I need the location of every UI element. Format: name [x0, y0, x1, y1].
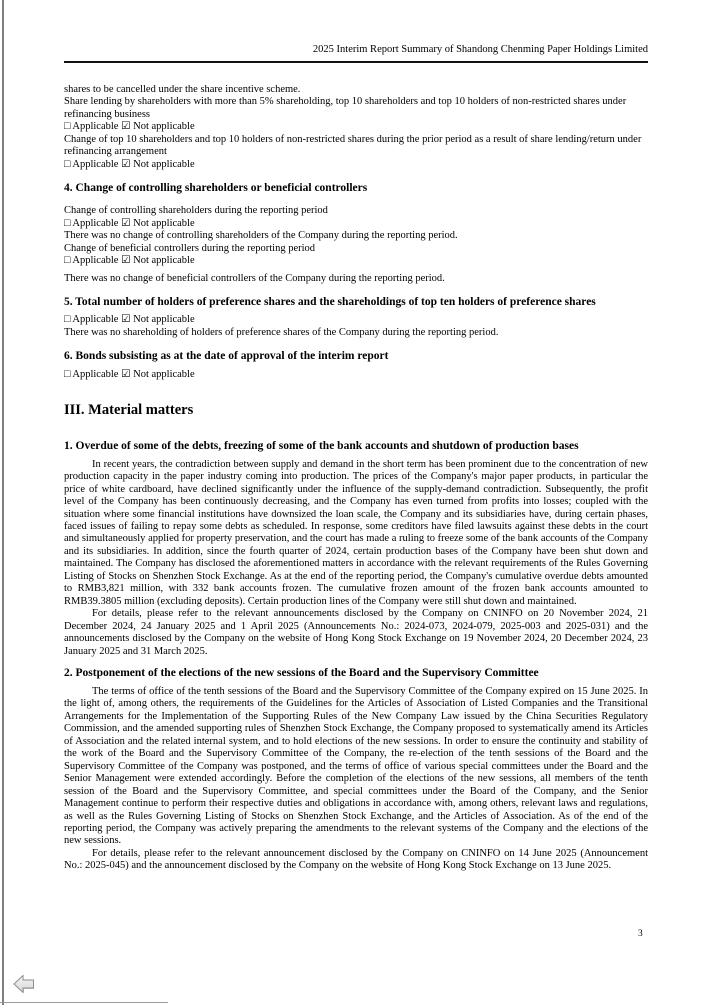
page-content: [64, 84, 648, 873]
material-matters-heading: III. Material matters: [64, 401, 194, 418]
section-6-heading: 6. Bonds subsisting as at the date of approval of the interim report: [64, 350, 389, 363]
intro-line-2: Share lending by shareholders with more than 5% shareholding, top 10 shareholders and top 10 holders of non-restricted shares under refinancing business: [64, 96, 627, 120]
section-4-line-1: Change of controlling shareholders during the reporting period: [64, 205, 328, 217]
section-4-line-2: There was no change of controlling shareholders of the Company during the reporting period.: [64, 230, 458, 242]
applicable-line: □ Applicable ☑ Not applicable: [64, 314, 195, 326]
applicable-line: □ Applicable ☑ Not applicable: [64, 217, 195, 229]
page-left-edge: [2, 0, 4, 1005]
material-matters-sub2-para2: For details, please refer to the relevant announcement disclosed by the Company on CNINFO on 14 June 2025 (Announcement No.: 2025-045) and the announcement disclosed by the Company on the website of Hong Kong Stock Exchange on 13 June 2025.: [64, 847, 648, 872]
material-matters-sub2-para1: The terms of office of the tenth sessions of the Board and the Supervisory Committee of the Company expired on 15 June 2025. In the light of, among others, the requirements of the Guidelines for the Articles of Association of Listed Companies and the Transitional Arrangements for the Implementation of the Supporting Rules of the New Company Law issued by the China Securities Regulatory Commission, and the amended supporting rules of Shenzhen Stock Exchange, the Company proposed to systematically amend its Articles of Association and the related internal system, and to hold elections of the new sessions. In order to ensure the continuity and stability of the work of the Board and the Supervisory Committee of the Company, the re-election of the tenth sessions of the Board and the Supervisory Committee of the Company was postponed, and the terms of office of various special committees under the Board and the Senior Management were extended accordingly. Before the completion of the elections of the new sessions, all members of the tenth session of the Board and the Supervisory Committee, and special committees under the Board of the Company, and the Senior Management continue to perform their respective duties and obligations in accordance with, among others, relevant laws and regulations, as well as the Rules Governing Listing of Stocks on Shenzhen Stock Exchange, and the Articles of Association. As of the end of the reporting period, the Company was actively preparing the amendments to the relevant systems of the Company and the elections of the new sessions.: [64, 686, 648, 847]
section-4-line-3: Change of beneficial controllers during the reporting period: [64, 242, 316, 254]
section-5-line-1: There was no shareholding of holders of preference shares of the Company during the reporting period.: [64, 326, 499, 338]
applicable-line: □ Applicable ☑ Not applicable: [64, 158, 195, 170]
header-rule: [64, 61, 648, 63]
section-4-heading: 4. Change of controlling shareholders or beneficial controllers: [64, 182, 368, 195]
document-body: [64, 0, 648, 873]
intro-line-1: shares to be cancelled under the share incentive scheme.: [64, 84, 301, 95]
back-arrow-icon[interactable]: [12, 972, 36, 996]
material-matters-sub2-heading: 2. Postponement of the elections of the new sessions of the Board and the Supervisory Committee: [64, 667, 539, 679]
material-matters-sub1-para1: In recent years, the contradiction between supply and demand in the short term has been prominent due to the concentration of new production capacity in the paper industry coming into production. The prices of the Company's major paper products, in particular the price of white cardboard, have declined significantly under the influence of the supply-demand contradiction. Subsequently, the profit level of the Company has been continuously decreasing, and the Company has even turned from profits into losses; coupled with the situation where some financial institutions have downsized the loan scale, the Company and its subsidiaries have, during certain phases, faced issues of failing to repay some debts as scheduled. In response, some creditors have filed lawsuits against these debts in the court and simultaneously applied for property preservation, and the court has made a ruling to freeze some of the bank accounts of the Company and its subsidiaries. In addition, since the fourth quarter of 2024, certain production bases of the Company have been shut down and maintained. The Company has disclosed the aforementioned matters in accordance with the relevant requirements of the Rules Governing Listing of Stocks on Shenzhen Stock Exchange. As at the end of the reporting period, the Company's cumulative overdue debts amounted to RMB3,821 million, with 332 bank accounts frozen. The cumulative frozen amount of the frozen bank accounts amounted to RMB39.3805 million (excluding deposits). Certain production lines of the Company were still shut down and maintained.: [64, 458, 648, 607]
section-5-heading: 5. Total number of holders of preference shares and the shareholdings of top ten holders of preference shares: [64, 295, 596, 308]
material-matters-sub1-heading: 1. Overdue of some of the debts, freezing of some of the bank accounts and shutdown of production bases: [64, 439, 579, 452]
page-number: 3: [638, 929, 643, 939]
applicable-line: □ Applicable ☑ Not applicable: [64, 369, 195, 381]
material-matters-sub1-para2: For details, please refer to the relevant announcements disclosed by the Company on CNINFO on 20 November 2024, 21 December 2024, 24 January 2025 and 1 April 2025 (Announcements No.: 2024-073, 2024-079, 2025-003 and 2025-031) and the announcements disclosed by the Company on the website of Hong Kong Stock Exchange on 19 November 2024, 20 December 2024, 23 January 2025 and 31 March 2025.: [64, 608, 648, 657]
intro-line-3: Change of top 10 shareholders and top 10 holders of non-restricted shares during the prior period as a result of share lending/return under refinancing arrangement: [64, 133, 642, 158]
applicable-line: □ Applicable ☑ Not applicable: [64, 254, 195, 266]
section-4-line-4: There was no change of beneficial controllers of the Company during the reporting period.: [64, 273, 445, 285]
header-title: 2025 Interim Report Summary of Shandong Chenming Paper Holdings Limited: [312, 44, 648, 55]
applicable-line: □ Applicable ☑ Not applicable: [64, 121, 195, 133]
page-bottom-edge: [0, 1002, 168, 1003]
page-header: [64, 0, 648, 63]
